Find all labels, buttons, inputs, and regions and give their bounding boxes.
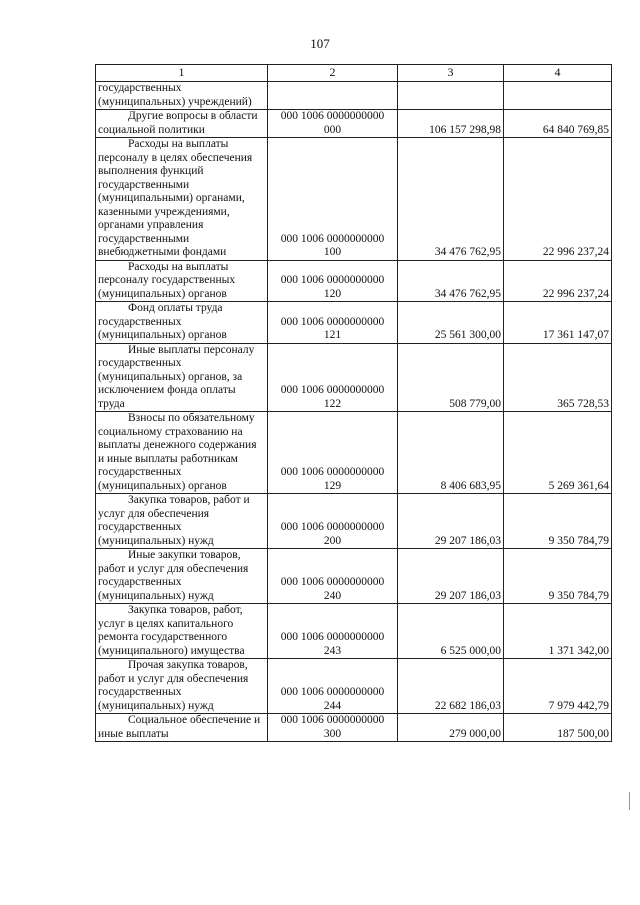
table-row <box>96 412 612 494</box>
row-value-col3: 34 476 762,95 <box>398 260 504 302</box>
table-body <box>96 82 612 742</box>
row-name-cell <box>96 82 268 110</box>
row-code-main: 000 1006 0000000000 <box>280 466 385 478</box>
row-name: государственных (муниципальных) учреждений) <box>98 82 252 108</box>
row-code-main: 000 1006 0000000000 <box>280 576 385 588</box>
row-code-main: 000 1006 0000000000 <box>280 384 385 396</box>
row-value-col4: 22 996 237,24 <box>504 138 612 261</box>
row-code-suffix: 244 <box>323 699 342 712</box>
row-value-col3: 8 406 683,95 <box>398 412 504 494</box>
row-name: Другие вопросы в области социальной политики <box>98 110 258 136</box>
row-code-cell <box>268 343 398 412</box>
row-code-main: 000 1006 0000000000 <box>280 232 385 245</box>
row-code-suffix: 300 <box>323 727 342 740</box>
table-row <box>96 82 612 110</box>
table-row <box>96 260 612 302</box>
row-name: Расходы на выплаты персоналу в целях обеспечения выполнения функций государственными (муниципальными) органами, казенными учреждениями, органами управления государственными внебюджетными фондами <box>98 138 253 258</box>
row-name: Закупка товаров, работ и услуг для обеспечения государственных (муниципальных) нужд <box>98 494 250 547</box>
row-code-main: 000 1006 0000000000 <box>280 274 385 286</box>
header-row <box>96 65 612 82</box>
row-name-cell <box>96 494 268 549</box>
row-value-col4: 9 350 784,79 <box>504 549 612 604</box>
row-code-cell <box>268 412 398 494</box>
row-code-suffix: 243 <box>323 644 342 657</box>
row-code-suffix: 200 <box>323 534 342 547</box>
row-code-main: 000 1006 0000000000 <box>280 315 385 328</box>
row-code-suffix: 122 <box>323 397 342 410</box>
row-name: Расходы на выплаты персоналу государственных (муниципальных) органов <box>98 260 236 300</box>
header-col-3: 3 <box>398 65 504 82</box>
row-code-suffix: 240 <box>323 589 342 602</box>
row-code-cell <box>268 604 398 659</box>
row-name-cell <box>96 302 268 344</box>
row-name-cell <box>96 714 268 742</box>
table-row <box>96 343 612 412</box>
row-value-col3: 25 561 300,00 <box>398 302 504 344</box>
row-name-cell <box>96 549 268 604</box>
row-name: Иные закупки товаров, работ и услуг для обеспечения государственных (муниципальных) нужд <box>98 549 249 602</box>
row-value-col3: 29 207 186,03 <box>398 549 504 604</box>
row-value-col4: 64 840 769,85 <box>504 110 612 138</box>
header-col-2: 2 <box>268 65 398 82</box>
row-value-col4: 17 361 147,07 <box>504 302 612 344</box>
row-code-cell <box>268 260 398 302</box>
row-name-cell <box>96 138 268 261</box>
row-code-suffix: 000 <box>323 123 342 136</box>
row-value-col4: 365 728,53 <box>504 343 612 412</box>
row-name: Прочая закупка товаров, работ и услуг для обеспечения государственных (муниципальных) нужд <box>98 659 249 712</box>
row-value-col4: 1 371 342,00 <box>504 604 612 659</box>
row-name-cell <box>96 110 268 138</box>
row-code-cell <box>268 494 398 549</box>
row-value-col3: 29 207 186,03 <box>398 494 504 549</box>
row-code-main: 000 1006 0000000000 <box>280 631 385 643</box>
row-code-suffix: 120 <box>323 287 342 300</box>
row-value-col3: 279 000,00 <box>398 714 504 742</box>
row-value-col3: 34 476 762,95 <box>398 138 504 261</box>
row-value-col3: 22 682 186,03 <box>398 659 504 714</box>
row-code-cell <box>268 110 398 138</box>
header-col-4: 4 <box>504 65 612 82</box>
row-value-col4: 187 500,00 <box>504 714 612 742</box>
row-code-cell <box>268 82 398 110</box>
row-code-main: 000 1006 0000000000 <box>280 110 385 122</box>
row-code-main: 000 1006 0000000000 <box>280 714 385 726</box>
row-name: Иные выплаты персоналу государственных (муниципальных) органов, за исключением фонда оплаты труда <box>98 343 255 410</box>
row-code-cell <box>268 659 398 714</box>
table-row <box>96 110 612 138</box>
table-row <box>96 138 612 261</box>
row-code-cell <box>268 138 398 261</box>
row-value-col3: 106 157 298,98 <box>398 110 504 138</box>
table-row <box>96 659 612 714</box>
row-value-col3: 6 525 000,00 <box>398 604 504 659</box>
row-code-suffix: 100 <box>323 246 342 258</box>
row-value-col4: 9 350 784,79 <box>504 494 612 549</box>
table-row <box>96 494 612 549</box>
table-row <box>96 302 612 344</box>
row-code-suffix: 121 <box>323 329 342 341</box>
row-name-cell <box>96 659 268 714</box>
table-row <box>96 714 612 742</box>
row-code-cell <box>268 302 398 344</box>
row-name: Закупка товаров, работ, услуг в целях капитального ремонта государственного (муниципального) имущества <box>98 604 245 657</box>
table-header <box>96 65 612 82</box>
row-code-suffix: 129 <box>323 479 342 492</box>
row-name-cell <box>96 260 268 302</box>
row-name-cell <box>96 412 268 494</box>
table-row <box>96 604 612 659</box>
row-value-col4: 22 996 237,24 <box>504 260 612 302</box>
row-name: Взносы по обязательному социальному страхованию на выплаты денежного содержания и иные выплаты работникам государственных (муниципальных) органов <box>98 412 257 492</box>
row-name-cell <box>96 343 268 412</box>
row-code-cell <box>268 714 398 742</box>
row-name: Социальное обеспечение и иные выплаты <box>98 714 261 740</box>
row-code-cell <box>268 549 398 604</box>
row-value-col4: 7 979 442,79 <box>504 659 612 714</box>
budget-table <box>95 64 612 742</box>
row-name: Фонд оплаты труда государственных (муниципальных) органов <box>98 302 227 341</box>
margin-mark <box>629 792 630 810</box>
page-number: 107 <box>310 36 330 51</box>
row-code-main: 000 1006 0000000000 <box>280 686 385 698</box>
row-value-col4: 5 269 361,64 <box>504 412 612 494</box>
row-value-col3: 508 779,00 <box>398 343 504 412</box>
table-row <box>96 549 612 604</box>
row-value-col4 <box>504 82 612 110</box>
row-value-col3 <box>398 82 504 110</box>
row-name-cell <box>96 604 268 659</box>
row-code-main: 000 1006 0000000000 <box>280 521 385 533</box>
header-col-1: 1 <box>96 65 268 82</box>
